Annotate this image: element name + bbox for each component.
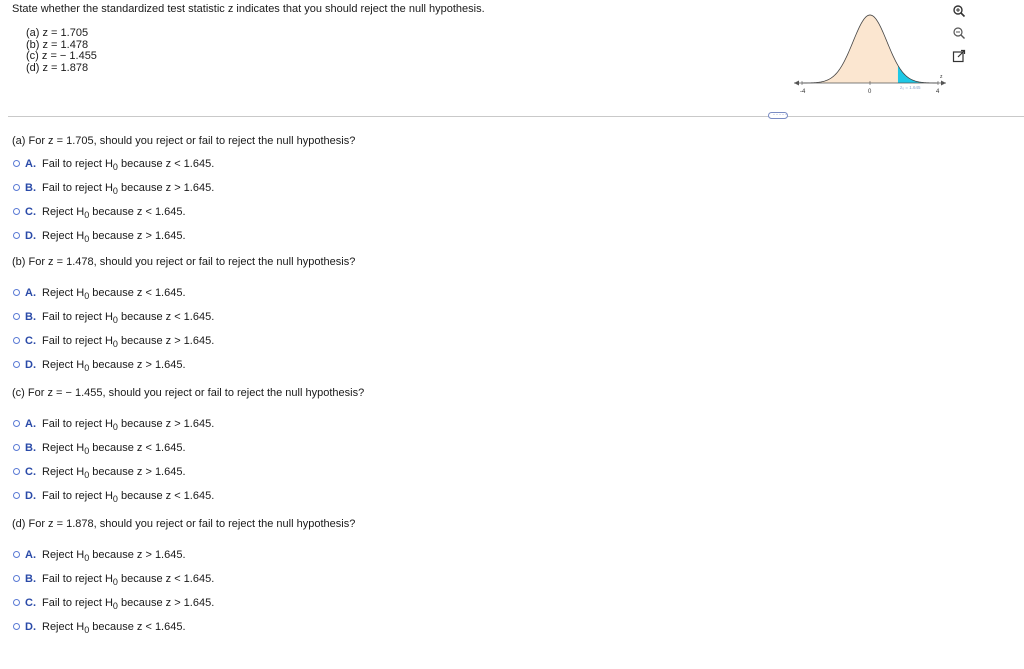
question-c: (c) For z = − 1.455, should you reject or fail to reject the null hypothesis? (12, 387, 365, 399)
radio-button[interactable] (13, 599, 20, 606)
radio-button[interactable] (13, 444, 20, 451)
option-a-A[interactable]: A. Fail to reject $H_0$ because z < 1.645. (13, 158, 214, 172)
radio-button[interactable] (13, 313, 20, 320)
given-a: (a) z = 1.705 (26, 27, 89, 39)
collapse-handle[interactable] (768, 112, 788, 119)
curve-fill (802, 15, 938, 83)
option-d-B[interactable]: B. Fail to reject $H_0$ because z < 1.645. (13, 573, 214, 587)
radio-button[interactable] (13, 551, 20, 558)
option-b-C[interactable]: C. Fail to reject $H_0$ because z > 1.645. (13, 335, 214, 349)
radio-button[interactable] (13, 361, 20, 368)
radio-button[interactable] (13, 232, 20, 239)
critical-value-label: z₀ = 1.645 (900, 85, 921, 90)
radio-button[interactable] (13, 468, 20, 475)
radio-button[interactable] (13, 623, 20, 630)
option-b-A[interactable]: A. Reject $H_0$ because z < 1.645. (13, 287, 186, 301)
given-values (26, 28, 97, 74)
axis-right-label: 4 (936, 89, 940, 95)
option-c-B[interactable]: B. Reject $H_0$ because z < 1.645. (13, 442, 186, 456)
question-a: (a) For z = 1.705, should you reject or fail to reject the null hypothesis? (12, 135, 356, 147)
option-c-C[interactable]: C. Reject $H_0$ because z > 1.645. (13, 466, 186, 480)
option-c-A[interactable]: A. Fail to reject $H_0$ because z > 1.645. (13, 418, 214, 432)
axis-left-label: -4 (800, 89, 806, 95)
axis-zero-label: 0 (868, 89, 872, 95)
axis-right-arrow (941, 81, 946, 86)
radio-button[interactable] (13, 160, 20, 167)
radio-button[interactable] (13, 420, 20, 427)
option-b-D[interactable]: D. Reject $H_0$ because z > 1.645. (13, 359, 186, 373)
section-divider (8, 116, 1024, 117)
axis-z-label: z (940, 74, 943, 80)
option-a-B[interactable]: B. Fail to reject $H_0$ because z > 1.645. (13, 182, 214, 196)
option-d-D[interactable]: D. Reject $H_0$ because z < 1.645. (13, 621, 186, 635)
option-d-A[interactable]: A. Reject $H_0$ because z > 1.645. (13, 549, 186, 563)
radio-button[interactable] (13, 208, 20, 215)
normal-curve-graph (790, 8, 955, 98)
option-b-B[interactable]: B. Fail to reject $H_0$ because z < 1.645. (13, 311, 214, 325)
option-d-C[interactable]: C. Fail to reject $H_0$ because z > 1.645. (13, 597, 214, 611)
option-c-D[interactable]: D. Fail to reject $H_0$ because z < 1.645. (13, 490, 214, 504)
popout-icon[interactable] (952, 49, 966, 63)
radio-button[interactable] (13, 184, 20, 191)
question-b: (b) For z = 1.478, should you reject or fail to reject the null hypothesis? (12, 256, 356, 268)
radio-button[interactable] (13, 289, 20, 296)
question-d: (d) For z = 1.878, should you reject or fail to reject the null hypothesis? (12, 518, 356, 530)
option-a-D[interactable]: D. Reject $H_0$ because z > 1.645. (13, 230, 186, 244)
zoom-out-icon[interactable] (952, 26, 966, 40)
zoom-in-icon[interactable] (952, 4, 966, 18)
radio-button[interactable] (13, 492, 20, 499)
option-a-C[interactable]: C. Reject $H_0$ because z < 1.645. (13, 206, 186, 220)
collapse-handle-dots: ····· (773, 112, 788, 118)
given-b: (b) z = 1.478 (26, 38, 89, 51)
given-d: (d) z = 1.878 (26, 61, 89, 74)
given-c: (c) z = − 1.455 (26, 50, 97, 62)
problem-prompt: State whether the standardized test statistic z indicates that you should reject the null hypothesis. (12, 3, 485, 15)
radio-button[interactable] (13, 575, 20, 582)
axis-left-arrow (794, 81, 799, 86)
radio-button[interactable] (13, 337, 20, 344)
